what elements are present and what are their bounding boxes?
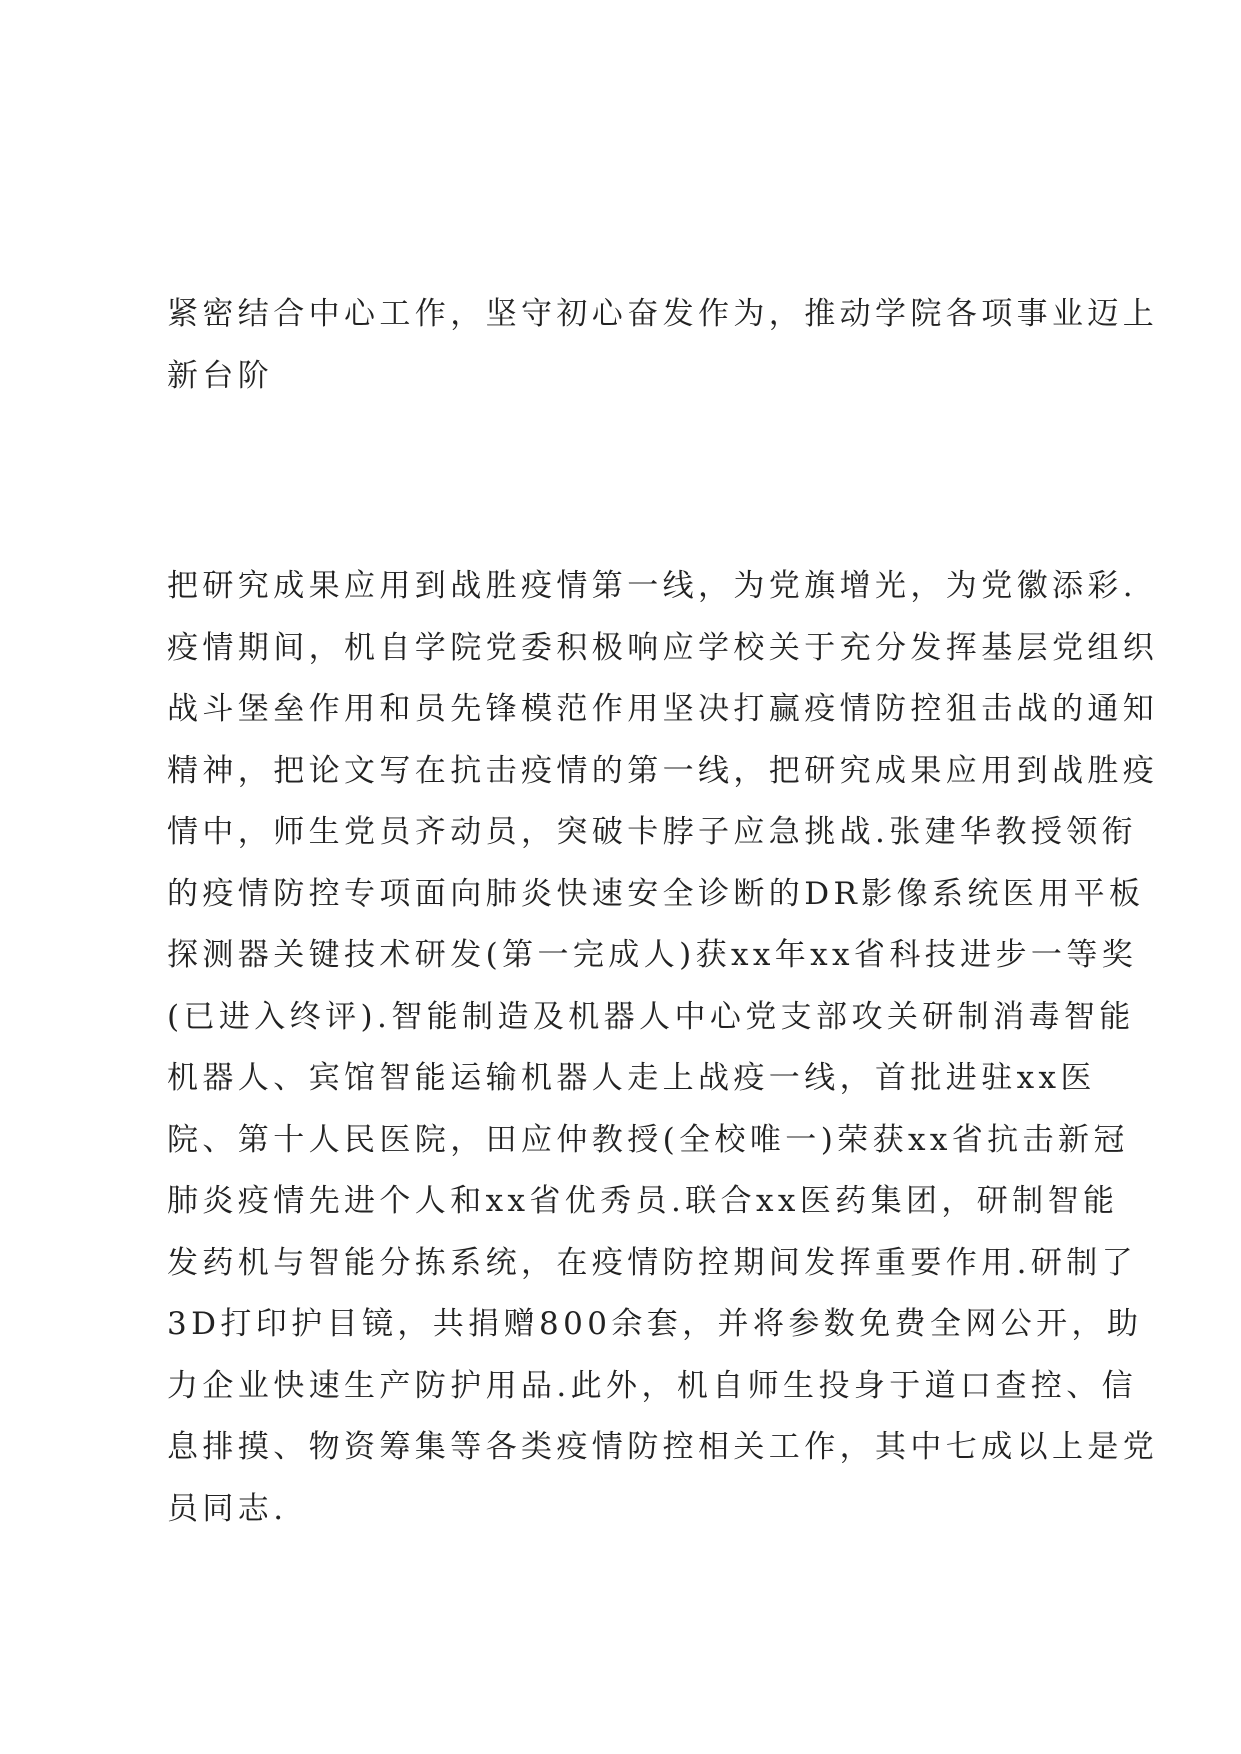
- paragraph-line: 息排摸、物资筹集等各类疫情防控相关工作，其中七成以上是党: [167, 1429, 1159, 1465]
- paragraph-line: 情中，师生党员齐动员，突破卡脖子应急挑战.张建华教授领衔: [167, 814, 1138, 850]
- paragraph-line: 力企业快速生产防护用品.此外，机自师生投身于道口查控、信: [167, 1367, 1138, 1404]
- paragraph-line: 3D打印护目镜，共捐赠800余套，并将参数免费全网公开，助: [167, 1306, 1143, 1342]
- paragraph-line: 发药机与智能分拣系统，在疫情防控期间发挥重要作用.研制了: [167, 1244, 1138, 1281]
- paragraph-line: 探测器关键技术研发(第一完成人)获xx年xx省科技进步一等奖: [167, 937, 1138, 973]
- heading-line: 紧密结合中心工作，坚守初心奋发作为，推动学院各项事业迈上: [167, 296, 1159, 332]
- paragraph-line: 的疫情防控专项面向肺炎快速安全诊断的DR影像系统医用平板: [167, 875, 1145, 912]
- paragraph-line: 肺炎疫情先进个人和xx省优秀员.联合xx医药集团，研制智能: [167, 1183, 1119, 1219]
- body-paragraph: [167, 556, 1159, 1540]
- paragraph-line: 疫情期间，机自学院党委积极响应学校关于充分发挥基层党组织: [167, 629, 1159, 666]
- paragraph-line: 把研究成果应用到战胜疫情第一线，为党旗增光，为党徽添彩.: [167, 568, 1138, 604]
- paragraph-line: 机器人、宾馆智能运输机器人走上战疫一线，首批进驻xx医: [167, 1060, 1096, 1096]
- section-heading: [167, 284, 1159, 407]
- paragraph-line: 精神，把论文写在抗击疫情的第一线，把研究成果应用到战胜疫: [167, 752, 1159, 789]
- paragraph-line: 战斗堡垒作用和员先锋模范作用坚决打赢疫情防控狙击战的通知: [167, 691, 1159, 727]
- paragraph-line: 员同志.: [167, 1490, 288, 1527]
- paragraph-line: (已进入终评).智能制造及机器人中心党支部攻关研制消毒智能: [167, 998, 1135, 1035]
- paragraph-line: 院、第十人民医院，田应仲教授(全校唯一)荣获xx省抗击新冠: [167, 1121, 1129, 1158]
- heading-line: 新台阶: [167, 357, 274, 394]
